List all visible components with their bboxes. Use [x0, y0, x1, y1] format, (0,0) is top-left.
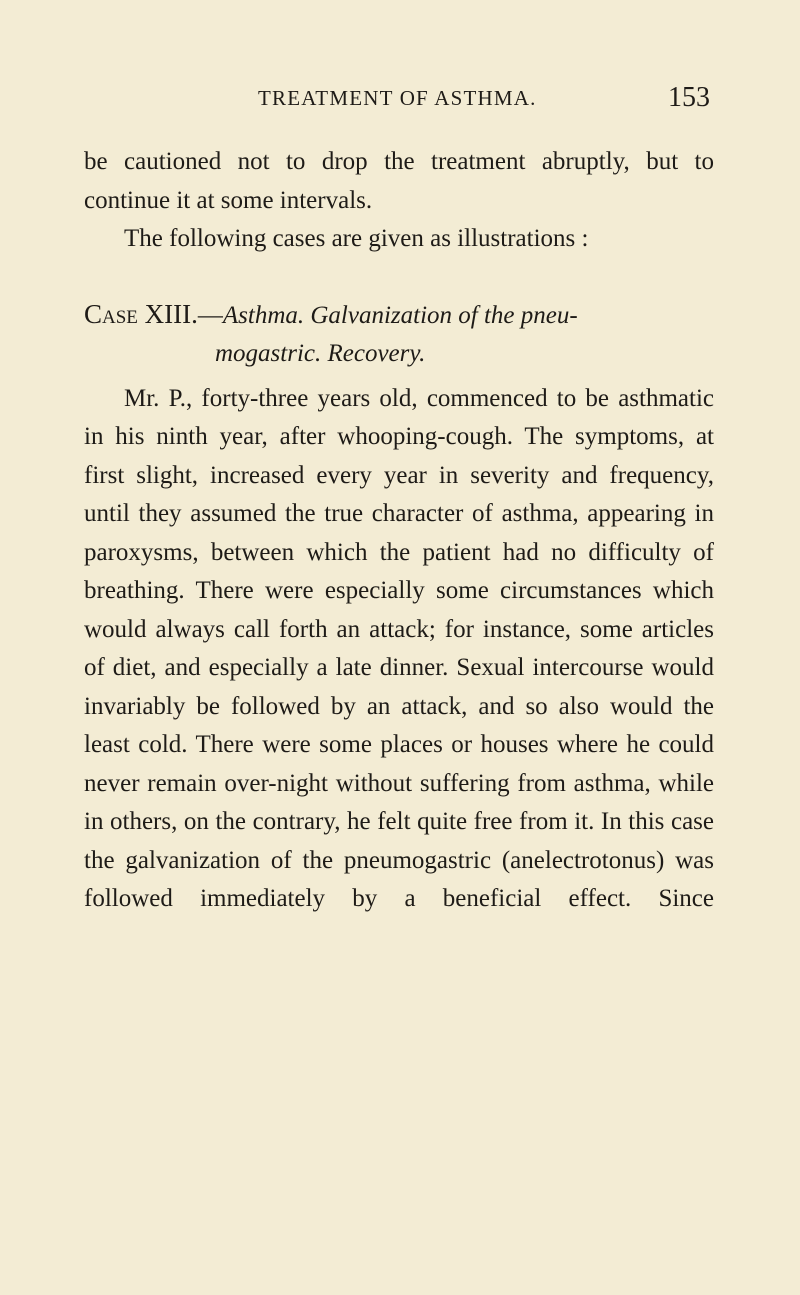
page-number: 153 [668, 82, 710, 113]
case-heading [84, 295, 714, 373]
case-dash: — [197, 301, 223, 329]
case-label: Case XIII. [84, 298, 198, 329]
case-paragraph: Mr. P., forty-three years old, commenced to be asthmatic in his ninth year, after whooping-cough. The symptoms, at first slight, increased every year in severity and frequency, until they assumed the true character of asthma, appearing in paroxysms, between which the patient had no difficulty of breathing. There were especially some circumstances which would always call forth an attack; for instance, some articles of diet, and especially a late dinner. Sexual intercourse would invariably be followed by an attack, and so also would the least cold. There were some places or houses where he could never remain over-night without suffering from asthma, while in others, on the contrary, he felt quite free from it. In this case the galvanization of the pneumogastric (anelectrotonus) was followed immediately by a beneficial effect. Since [84, 384, 714, 912]
running-head [84, 82, 710, 120]
case-title-line-1: Asthma. Galvanization of the pneu- [222, 301, 578, 329]
illustrations-paragraph: The following cases are given as illustrations : [124, 225, 589, 252]
case-title-line-2: mogastric. Recovery. [215, 339, 426, 367]
case-heading-line-2 [84, 335, 714, 373]
case-heading-line-1 [84, 295, 714, 335]
running-title: TREATMENT OF ASTHMA. [258, 86, 537, 110]
continuation-paragraph: be cautioned not to drop the treatment abruptly, but to continue it at some intervals. [84, 148, 714, 214]
page-body [84, 143, 714, 919]
